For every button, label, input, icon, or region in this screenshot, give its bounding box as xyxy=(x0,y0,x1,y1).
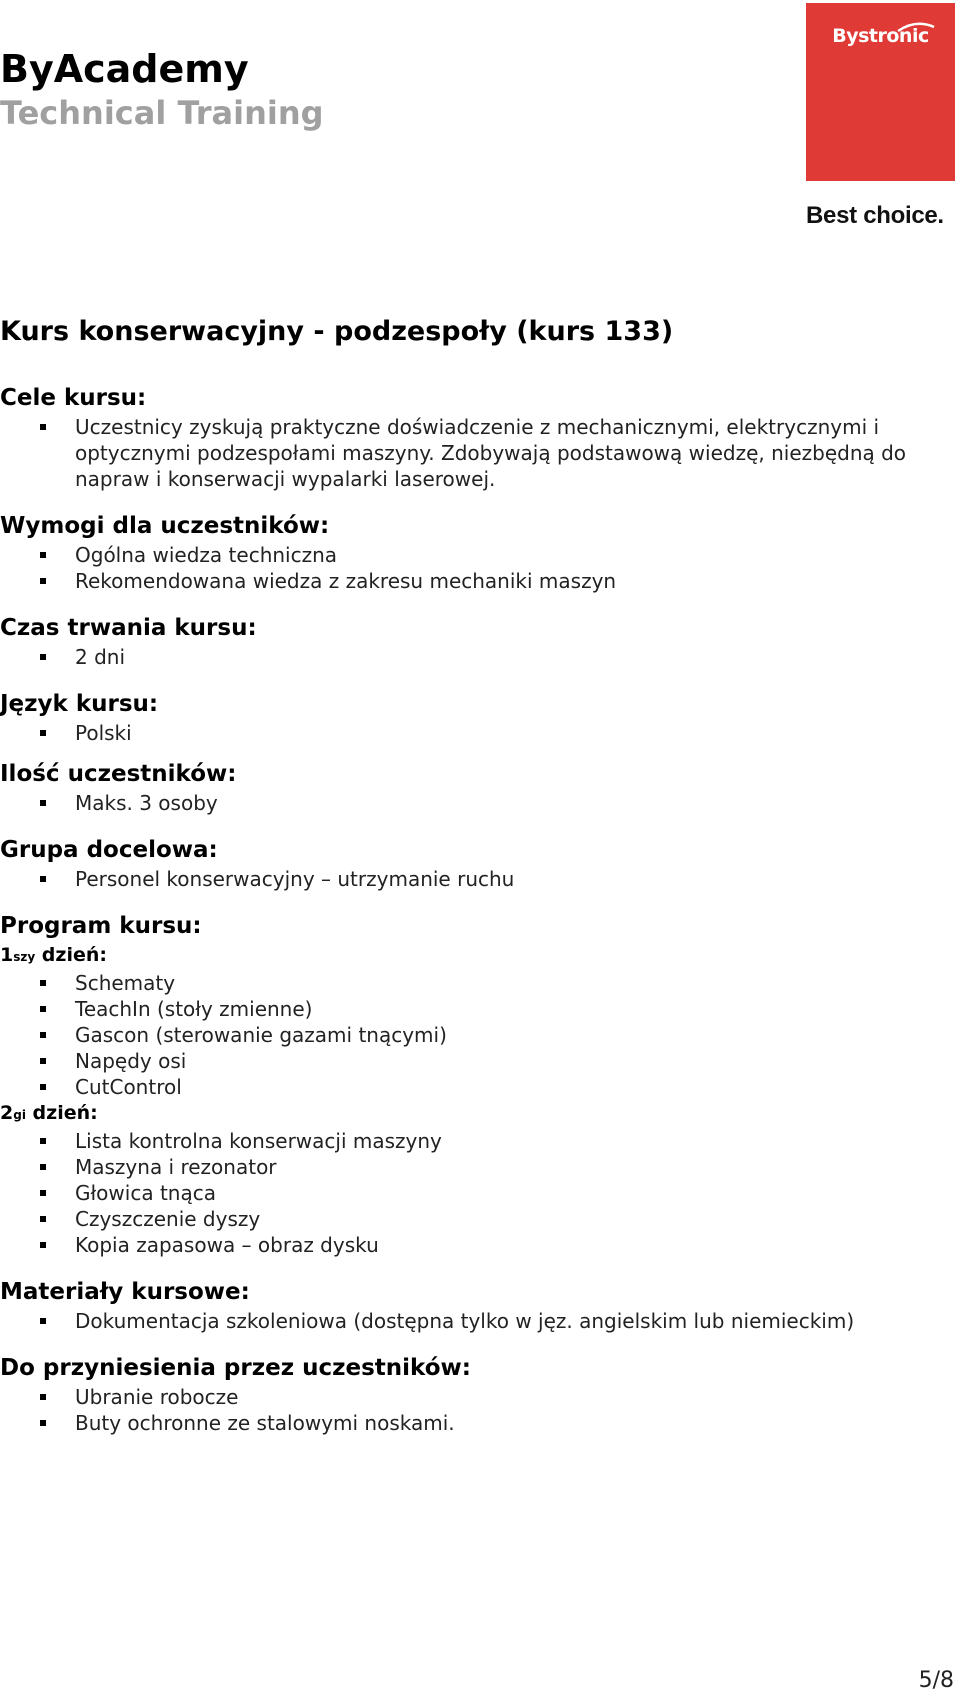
course-title: Kurs konserwacyjny - podzespoły (kurs 133) xyxy=(0,316,674,347)
list-item: CutControl xyxy=(0,1074,960,1100)
day1-suffix: szy xyxy=(13,950,36,964)
requirements-list xyxy=(0,542,960,594)
list-item: Buty ochronne ze stalowymi noskami. xyxy=(0,1410,960,1436)
duration-heading: Czas trwania kursu: xyxy=(0,615,257,641)
list-item: Ogólna wiedza techniczna xyxy=(0,542,960,568)
bring-heading: Do przyniesienia przez uczestników: xyxy=(0,1355,471,1381)
target-group-list xyxy=(0,866,960,892)
list-item: Maszyna i rezonator xyxy=(0,1154,960,1180)
target-group-heading: Grupa docelowa: xyxy=(0,837,218,863)
logo-text: Bystronic xyxy=(832,25,929,47)
language-list xyxy=(0,720,960,746)
brand-subtitle: Technical Training xyxy=(0,94,324,132)
materials-heading: Materiały kursowe: xyxy=(0,1279,250,1305)
list-item: Uczestnicy zyskują praktyczne doświadczenie z mechanicznymi, elektrycznymi i optycznymi podzespołami maszyny. Zdobywają podstawową wiedzę, niezbędną do napraw i konserwacji wypalarki laserowej. xyxy=(0,414,960,492)
day2-suffix: gi xyxy=(13,1108,26,1122)
list-item: Dokumentacja szkoleniowa (dostępna tylko w jęz. angielskim lub niemieckim) xyxy=(0,1308,960,1334)
program-heading: Program kursu: xyxy=(0,913,202,939)
list-item: Ubranie robocze xyxy=(0,1384,960,1410)
list-item: Napędy osi xyxy=(0,1048,960,1074)
logo-swoosh-icon xyxy=(896,21,936,35)
participants-heading: Ilość uczestników: xyxy=(0,761,237,787)
bystronic-logo xyxy=(806,3,955,181)
participants-list xyxy=(0,790,960,816)
brand-title: ByAcademy xyxy=(0,47,249,91)
list-item: Rekomendowana wiedza z zakresu mechaniki maszyn xyxy=(0,568,960,594)
requirements-heading: Wymogi dla uczestników: xyxy=(0,513,330,539)
list-item: Maks. 3 osoby xyxy=(0,790,960,816)
list-item: Schematy xyxy=(0,970,960,996)
tagline: Best choice. xyxy=(806,202,944,229)
list-item: 2 dni xyxy=(0,644,960,670)
day2-label: dzień: xyxy=(25,1102,98,1124)
list-item: Lista kontrolna konserwacji maszyny xyxy=(0,1128,960,1154)
duration-list xyxy=(0,644,960,670)
day2-list xyxy=(0,1128,960,1258)
course-content xyxy=(0,382,960,1436)
list-item: Personel konserwacyjny – utrzymanie ruchu xyxy=(0,866,960,892)
list-item: Kopia zapasowa – obraz dysku xyxy=(0,1232,960,1258)
list-item: TeachIn (stoły zmienne) xyxy=(0,996,960,1022)
language-heading: Język kursu: xyxy=(0,691,159,717)
list-item: Gascon (sterowanie gazami tnącymi) xyxy=(0,1022,960,1048)
day1-heading xyxy=(0,942,960,970)
list-item: Czyszczenie dyszy xyxy=(0,1206,960,1232)
materials-list xyxy=(0,1308,960,1334)
day2-heading xyxy=(0,1100,960,1128)
list-item: Głowica tnąca xyxy=(0,1180,960,1206)
day1-label: dzień: xyxy=(35,944,107,966)
day1-list xyxy=(0,970,960,1100)
list-item: Polski xyxy=(0,720,960,746)
page-number: 5/8 xyxy=(918,1668,954,1693)
goals-list xyxy=(0,414,960,492)
day2-number: 2 xyxy=(0,1102,14,1124)
day1-number: 1 xyxy=(0,944,14,966)
bring-list xyxy=(0,1384,960,1436)
goals-heading: Cele kursu: xyxy=(0,385,147,411)
